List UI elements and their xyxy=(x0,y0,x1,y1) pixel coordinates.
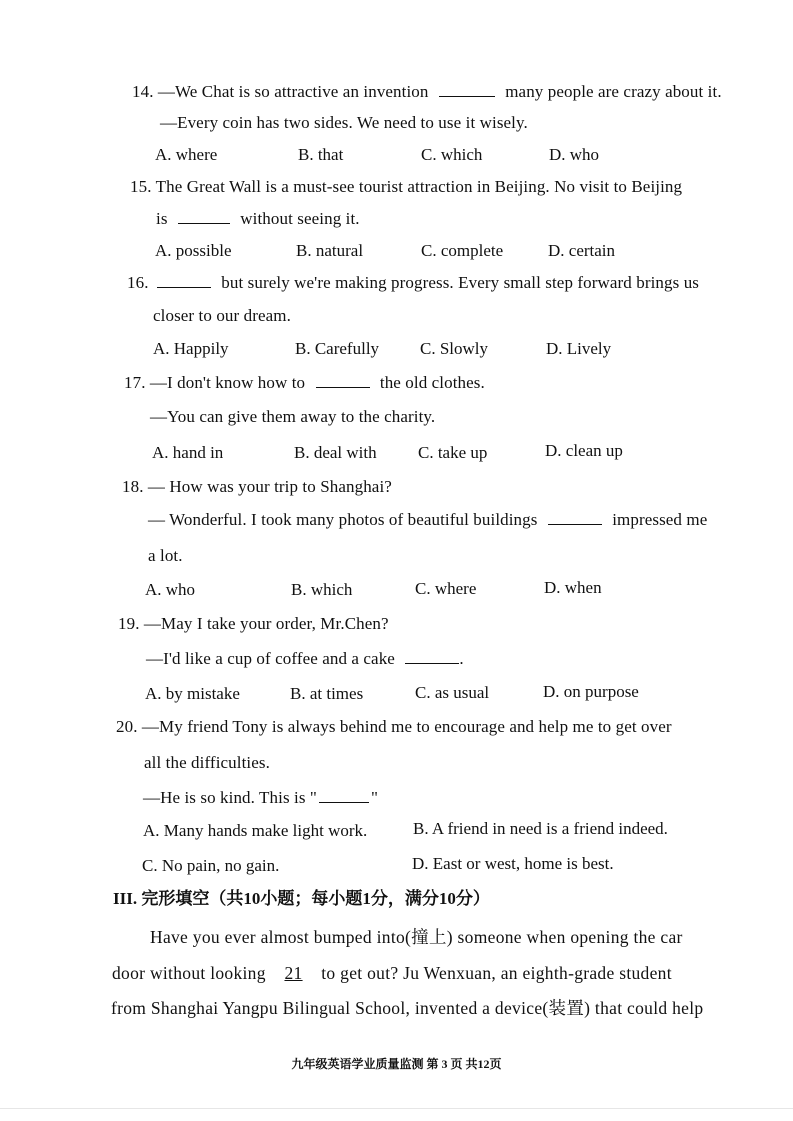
option-c: C. as usual xyxy=(415,683,490,702)
question-number: 15. xyxy=(130,177,152,196)
question-text: a lot. xyxy=(148,546,183,565)
question-text: —My friend Tony is always behind me to encourage and help me to get over xyxy=(141,717,672,736)
answer-blank xyxy=(157,273,211,288)
option-d: D. when xyxy=(544,578,602,597)
option-c: C. complete xyxy=(421,241,504,260)
question-text: —We Chat is so attractive an invention xyxy=(157,82,429,101)
option-a: A. by mistake xyxy=(145,684,240,703)
answer-blank xyxy=(439,82,495,97)
question-text: The Great Wall is a must-see tourist attraction in Beijing. No visit to Beijing xyxy=(155,177,683,196)
question-text: is xyxy=(156,209,168,228)
option-b: B. at times xyxy=(290,684,364,703)
question-number: 20. xyxy=(116,717,138,736)
option-b: B. that xyxy=(298,145,344,164)
page-edge-divider xyxy=(0,1108,793,1109)
question-text: —You can give them away to the charity. xyxy=(150,407,436,426)
page-footer: 九年级英语学业质量监测 第 3 页 共12页 xyxy=(291,1057,502,1071)
question-text: — Wonderful. I took many photos of beautiful buildings xyxy=(148,510,538,529)
question-17-line-1 xyxy=(124,372,485,394)
question-text: — How was your trip to Shanghai? xyxy=(147,477,392,496)
question-20-line-1 xyxy=(116,716,672,738)
passage-line-1: Have you ever almost bumped into(撞上) someone when opening the car xyxy=(150,927,683,947)
question-19-line-2 xyxy=(146,648,464,670)
passage-text: door without looking xyxy=(112,963,266,983)
question-15-line-1 xyxy=(130,176,682,198)
question-number: 17. xyxy=(124,373,146,392)
question-18-line-3 xyxy=(148,545,183,567)
question-18-line-1 xyxy=(122,476,392,498)
answer-blank xyxy=(548,510,602,525)
option-b: B. A friend in need is a friend indeed. xyxy=(413,819,668,838)
question-number: 19. xyxy=(118,614,140,633)
question-text: —I'd like a cup of coffee and a cake xyxy=(146,649,395,668)
option-a: A. Happily xyxy=(153,339,229,358)
question-19-line-1 xyxy=(118,613,389,635)
option-d: D. Lively xyxy=(546,339,612,358)
question-14-line-1 xyxy=(132,81,722,103)
question-14-line-2 xyxy=(160,112,528,134)
option-d: D. on purpose xyxy=(543,682,639,701)
question-16-line-2 xyxy=(153,305,291,327)
question-18-line-2 xyxy=(148,509,707,531)
question-text: the old clothes. xyxy=(379,373,485,392)
question-text: " xyxy=(370,788,378,807)
passage-text: to get out? Ju Wenxuan, an eighth-grade student xyxy=(321,963,672,983)
passage-line-3: from Shanghai Yangpu Bilingual School, invented a device(装置) that could help xyxy=(111,998,704,1018)
question-text: —Every coin has two sides. We need to use it wisely. xyxy=(160,113,528,132)
option-b: B. natural xyxy=(296,241,364,260)
question-16-line-1 xyxy=(127,272,699,294)
question-text: closer to our dream. xyxy=(153,306,291,325)
passage-line-2 xyxy=(112,962,672,984)
option-d: D. who xyxy=(549,145,600,164)
question-text: —May I take your order, Mr.Chen? xyxy=(143,614,389,633)
answer-blank xyxy=(319,788,369,803)
option-a: A. who xyxy=(145,580,196,599)
answer-blank xyxy=(316,373,370,388)
option-c: C. Slowly xyxy=(420,339,489,358)
question-20-line-3 xyxy=(143,787,378,809)
question-number: 16. xyxy=(127,273,149,292)
question-text: —I don't know how to xyxy=(149,373,306,392)
option-a: A. where xyxy=(155,145,218,164)
answer-blank xyxy=(178,209,230,224)
option-c: C. where xyxy=(415,579,477,598)
question-15-line-2 xyxy=(156,208,360,230)
question-number: 18. xyxy=(122,477,144,496)
option-d: D. clean up xyxy=(545,441,623,460)
question-text: impressed me xyxy=(612,510,708,529)
section-title: III. 完形填空（共10小题；每小题1分，满分10分） xyxy=(113,889,490,908)
option-d: D. East or west, home is best. xyxy=(412,854,614,873)
question-text: —He is so kind. This is " xyxy=(143,788,317,807)
option-b: B. Carefully xyxy=(295,339,380,358)
question-20-line-2 xyxy=(144,752,270,774)
question-text: without seeing it. xyxy=(240,209,360,228)
option-c: C. which xyxy=(421,145,483,164)
option-d: D. certain xyxy=(548,241,616,260)
answer-blank xyxy=(405,649,459,664)
question-text: but surely we're making progress. Every small step forward brings us xyxy=(221,273,700,292)
question-text: all the difficulties. xyxy=(144,753,270,772)
question-number: 14. xyxy=(132,82,154,101)
question-text: . xyxy=(459,649,464,668)
option-b: B. deal with xyxy=(294,443,377,462)
option-c: C. take up xyxy=(418,443,488,462)
question-text: many people are crazy about it. xyxy=(505,82,722,101)
option-a: A. possible xyxy=(155,241,232,260)
option-a: A. Many hands make light work. xyxy=(143,821,368,840)
cloze-blank-21: 21 xyxy=(284,963,303,983)
option-b: B. which xyxy=(291,580,353,599)
option-a: A. hand in xyxy=(152,443,224,462)
question-17-line-2 xyxy=(150,406,435,428)
option-c: C. No pain, no gain. xyxy=(142,856,280,875)
